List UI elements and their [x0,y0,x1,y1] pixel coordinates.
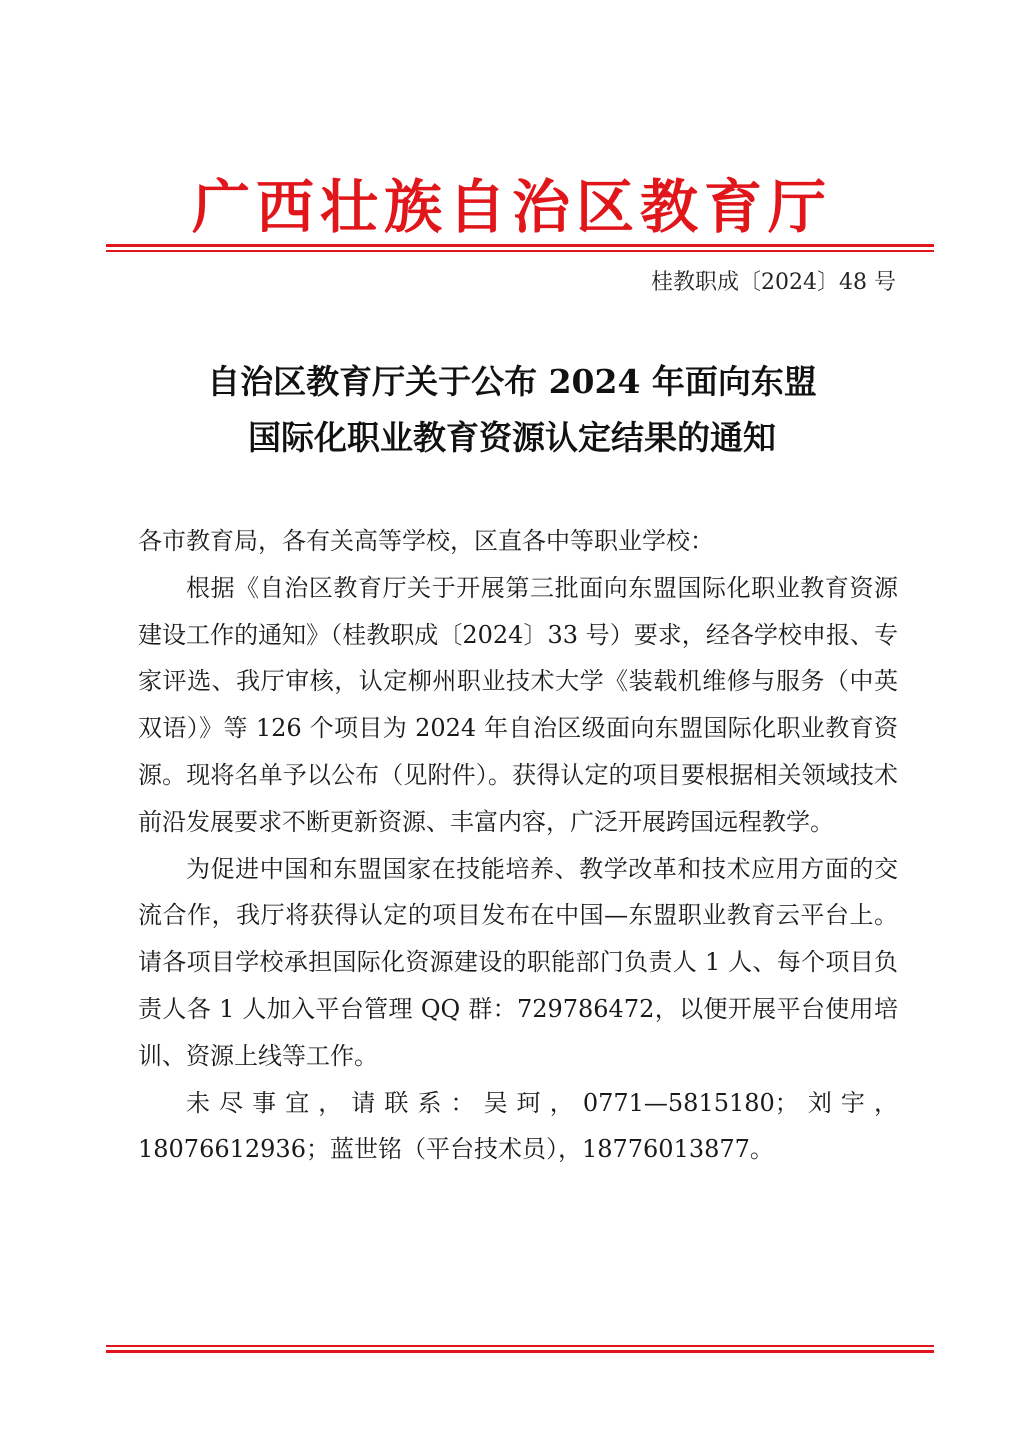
footer-divider-thick [106,1350,934,1353]
document-number: 桂教职成〔2024〕48 号 [651,270,896,295]
title-line-2: 国际化职业教育资源认定结果的通知 [248,418,776,457]
document-title [0,354,1024,466]
body-paragraph-2: 为促进中国和东盟国家在技能培养、教学改革和技术应用方面的交流合作，我厅将获得认定的项目发布在中国—东盟职业教育云平台上。请各项目学校承担国际化资源建设的职能部门负责人 1 人、每个项目负责人各 1 人加入平台管理 QQ 群：729786472，以便开展平台使用培训、资源上线等工作。 [138,854,898,1070]
issuing-organization: 广西壮族自治区教育厅 [191,173,832,241]
document-body [138,518,898,1173]
salutation: 各市教育局，各有关高等学校，区直各中等职业学校： [138,527,714,555]
body-paragraph-3: 未尽事宜，请联系：吴珂，0771—5815180；刘宇，18076612936；蓝世铭（平台技术员），18776013877。 [138,1088,898,1164]
body-paragraph-1: 根据《自治区教育厅关于开展第三批面向东盟国际化职业教育资源建设工作的通知》（桂教职成〔2024〕33 号）要求，经各学校申报、专家评选、我厅审核，认定柳州职业技术大学《装载机维修与服务（中英双语）》等 126 个项目为 2024 年自治区级面向东盟国际化职业教育资源。现将名单予以公布（见附件）。获得认定的项目要根据相关领域技术前沿发展要求不断更新资源、丰富内容，广泛开展跨国远程教学。 [138,573,898,836]
title-line-1: 自治区教育厅关于公布 2024 年面向东盟 [207,362,817,401]
header-divider [106,244,934,252]
header-divider-thin [106,250,934,252]
footer-divider [106,1345,934,1353]
